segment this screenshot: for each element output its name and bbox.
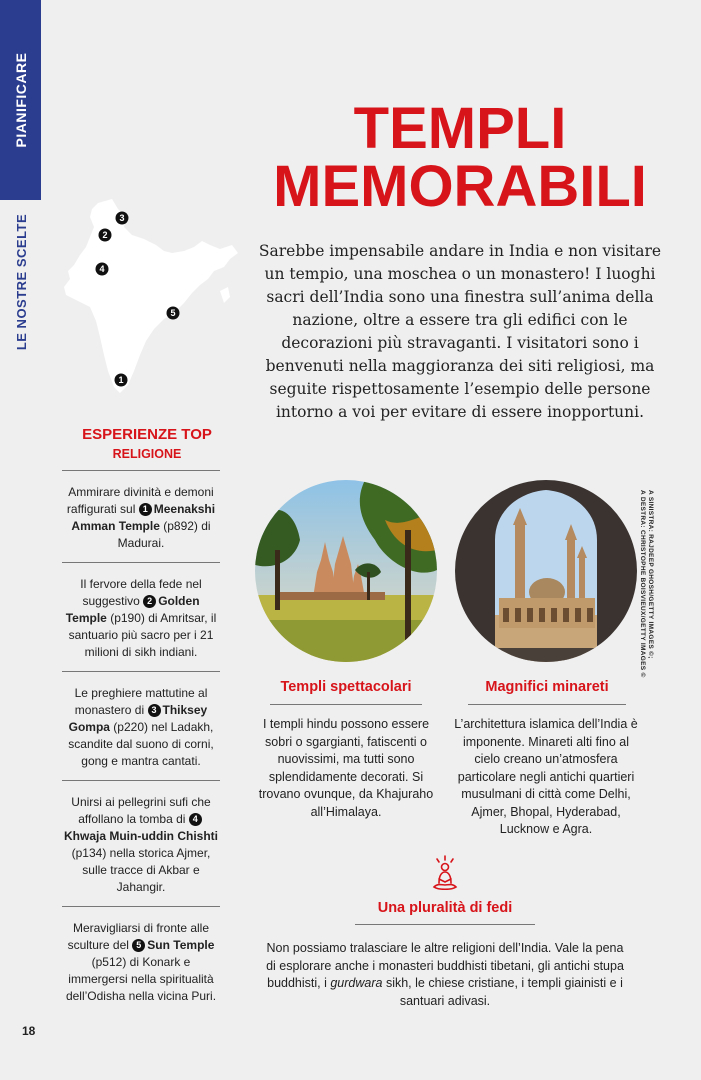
item-text: (p190) di Amritsar, il santuario più sacro per i 21 milioni di sikh indiani.	[68, 611, 217, 659]
number-badge: 4	[189, 813, 202, 826]
list-item	[62, 906, 220, 1015]
place-name: Khwaja Muin-uddin Chishti	[64, 829, 218, 843]
map-marker-3	[116, 212, 129, 225]
fedi-text-em: gurdwara	[330, 976, 383, 990]
col1-heading: Templi spettacolari	[280, 679, 412, 695]
fedi-divider	[355, 924, 535, 925]
item-text: Unirsi ai pellegrini sufi che affollano la tomba di	[71, 795, 211, 826]
list-item	[62, 470, 220, 562]
col2-divider	[468, 704, 626, 705]
fedi-heading: Una pluralità di fedi	[377, 900, 513, 916]
item-text: (p512) di Konark e immergersi nella spiritualità dell’Odisha nella vicina Puri.	[65, 955, 217, 1003]
svg-text:4: 4	[99, 264, 105, 274]
credit-line-2: A DESTRA: CHRISTOPHE BOISVIEUX/GETTY IMAGES ©	[639, 490, 646, 678]
place-name: Thiksey Gompa	[68, 703, 208, 734]
svg-text:3: 3	[119, 213, 125, 223]
fedi-text	[265, 940, 625, 1010]
intro-paragraph: Sarebbe impensabile andare in India e non visitare un tempio, una moschea o un monastero! I luoghi sacri dell’India sono una finestra sull’anima della nazione, oltre a essere tra gli edifici con le decorazioni più stravaganti. I visitatori sono i benvenuti nella maggioranza dei siti religiosi, ma seguite rispettosamente l’esempio delle persone intorno a voi per evitare di essere inopportuni.	[258, 242, 662, 421]
col2-heading: Magnifici minareti	[485, 679, 609, 695]
minarets-photo	[455, 480, 637, 662]
credit-line-1: A SINISTRA: RAJDEEP GHOSH/GETTY IMAGES ©;	[647, 490, 654, 659]
experiences-heading-2: RELIGIONE	[112, 447, 182, 461]
india-shape	[64, 199, 238, 393]
list-item	[62, 562, 220, 671]
number-badge: 2	[143, 595, 156, 608]
subsection-label: LE NOSTRE SCELTE	[13, 213, 29, 351]
fedi-text-b: sikh, le chiese cristiane, i templi giainisti e i santuari adivasi.	[382, 976, 623, 1008]
page-title	[250, 96, 670, 219]
list-item	[62, 671, 220, 780]
item-text: (p134) nella storica Ajmer, sulle tracce di Akbar e Jahangir.	[71, 846, 211, 894]
map-marker-4	[96, 263, 109, 276]
number-badge: 5	[132, 939, 145, 952]
svg-text:1: 1	[118, 375, 124, 385]
fedi-text-a: Non possiamo tralasciare le altre religioni dell’India. Vale la pena di esplorare anche i monasteri buddhisti tibetani, gli antichi stupa buddhisti, i	[266, 941, 624, 990]
title-line-1: TEMPLI	[353, 96, 567, 161]
item-text: Meravigliarsi di fronte alle sculture del	[67, 921, 210, 952]
temple-photo	[255, 480, 437, 662]
item-text: (p892) di Madurai.	[117, 519, 211, 550]
number-badge: 1	[139, 503, 152, 516]
page-number: 18	[22, 1024, 36, 1038]
experiences-heading	[62, 425, 232, 463]
section-tab	[0, 0, 41, 200]
map-marker-1	[115, 374, 128, 387]
number-badge: 3	[148, 704, 161, 717]
section-label: PIANIFICARE	[12, 52, 29, 148]
map-marker-5	[167, 307, 180, 320]
svg-text:5: 5	[170, 308, 176, 318]
experiences-heading-1: ESPERIENZE TOP	[82, 426, 212, 443]
svg-text:2: 2	[102, 230, 108, 240]
place-name: Golden Temple	[65, 594, 200, 625]
item-text: Il fervore della fede nel suggestivo	[80, 577, 202, 608]
meditation-icon	[430, 855, 460, 893]
experiences-list	[62, 470, 220, 1015]
item-text: Le preghiere mattutine al monastero di	[74, 686, 208, 717]
title-line-2: MEMORABILI	[273, 154, 647, 219]
col1-text: I templi hindu possono essere sobri o sgargianti, fatiscenti o nuovissimi, ma tutti sono splendidamente decorati. Si trovano ovunque, da Khajuraho all’Himalaya.	[258, 717, 434, 819]
col1-divider	[270, 704, 422, 705]
place-name: Sun Temple	[147, 938, 215, 952]
map-marker-2	[99, 229, 112, 242]
item-text: Ammirare divinità e demoni raffigurati sul	[66, 485, 214, 516]
list-item	[62, 780, 220, 906]
place-name: Meenakshi Amman Temple	[71, 502, 216, 533]
photo-credit	[634, 490, 654, 690]
col2-text: L’architettura islamica dell’India è imponente. Minareti alti fino al cielo creano un’atmosfera particolare negli antichi quartieri musulmani di città come Delhi, Ajmer, Bhopal, Hyderabad, Lucknow e Agra.	[454, 717, 638, 836]
item-text: (p220) nel Ladakh, scandite dal suono di corni, gong e mantra cantati.	[68, 720, 214, 768]
india-map	[60, 195, 240, 400]
